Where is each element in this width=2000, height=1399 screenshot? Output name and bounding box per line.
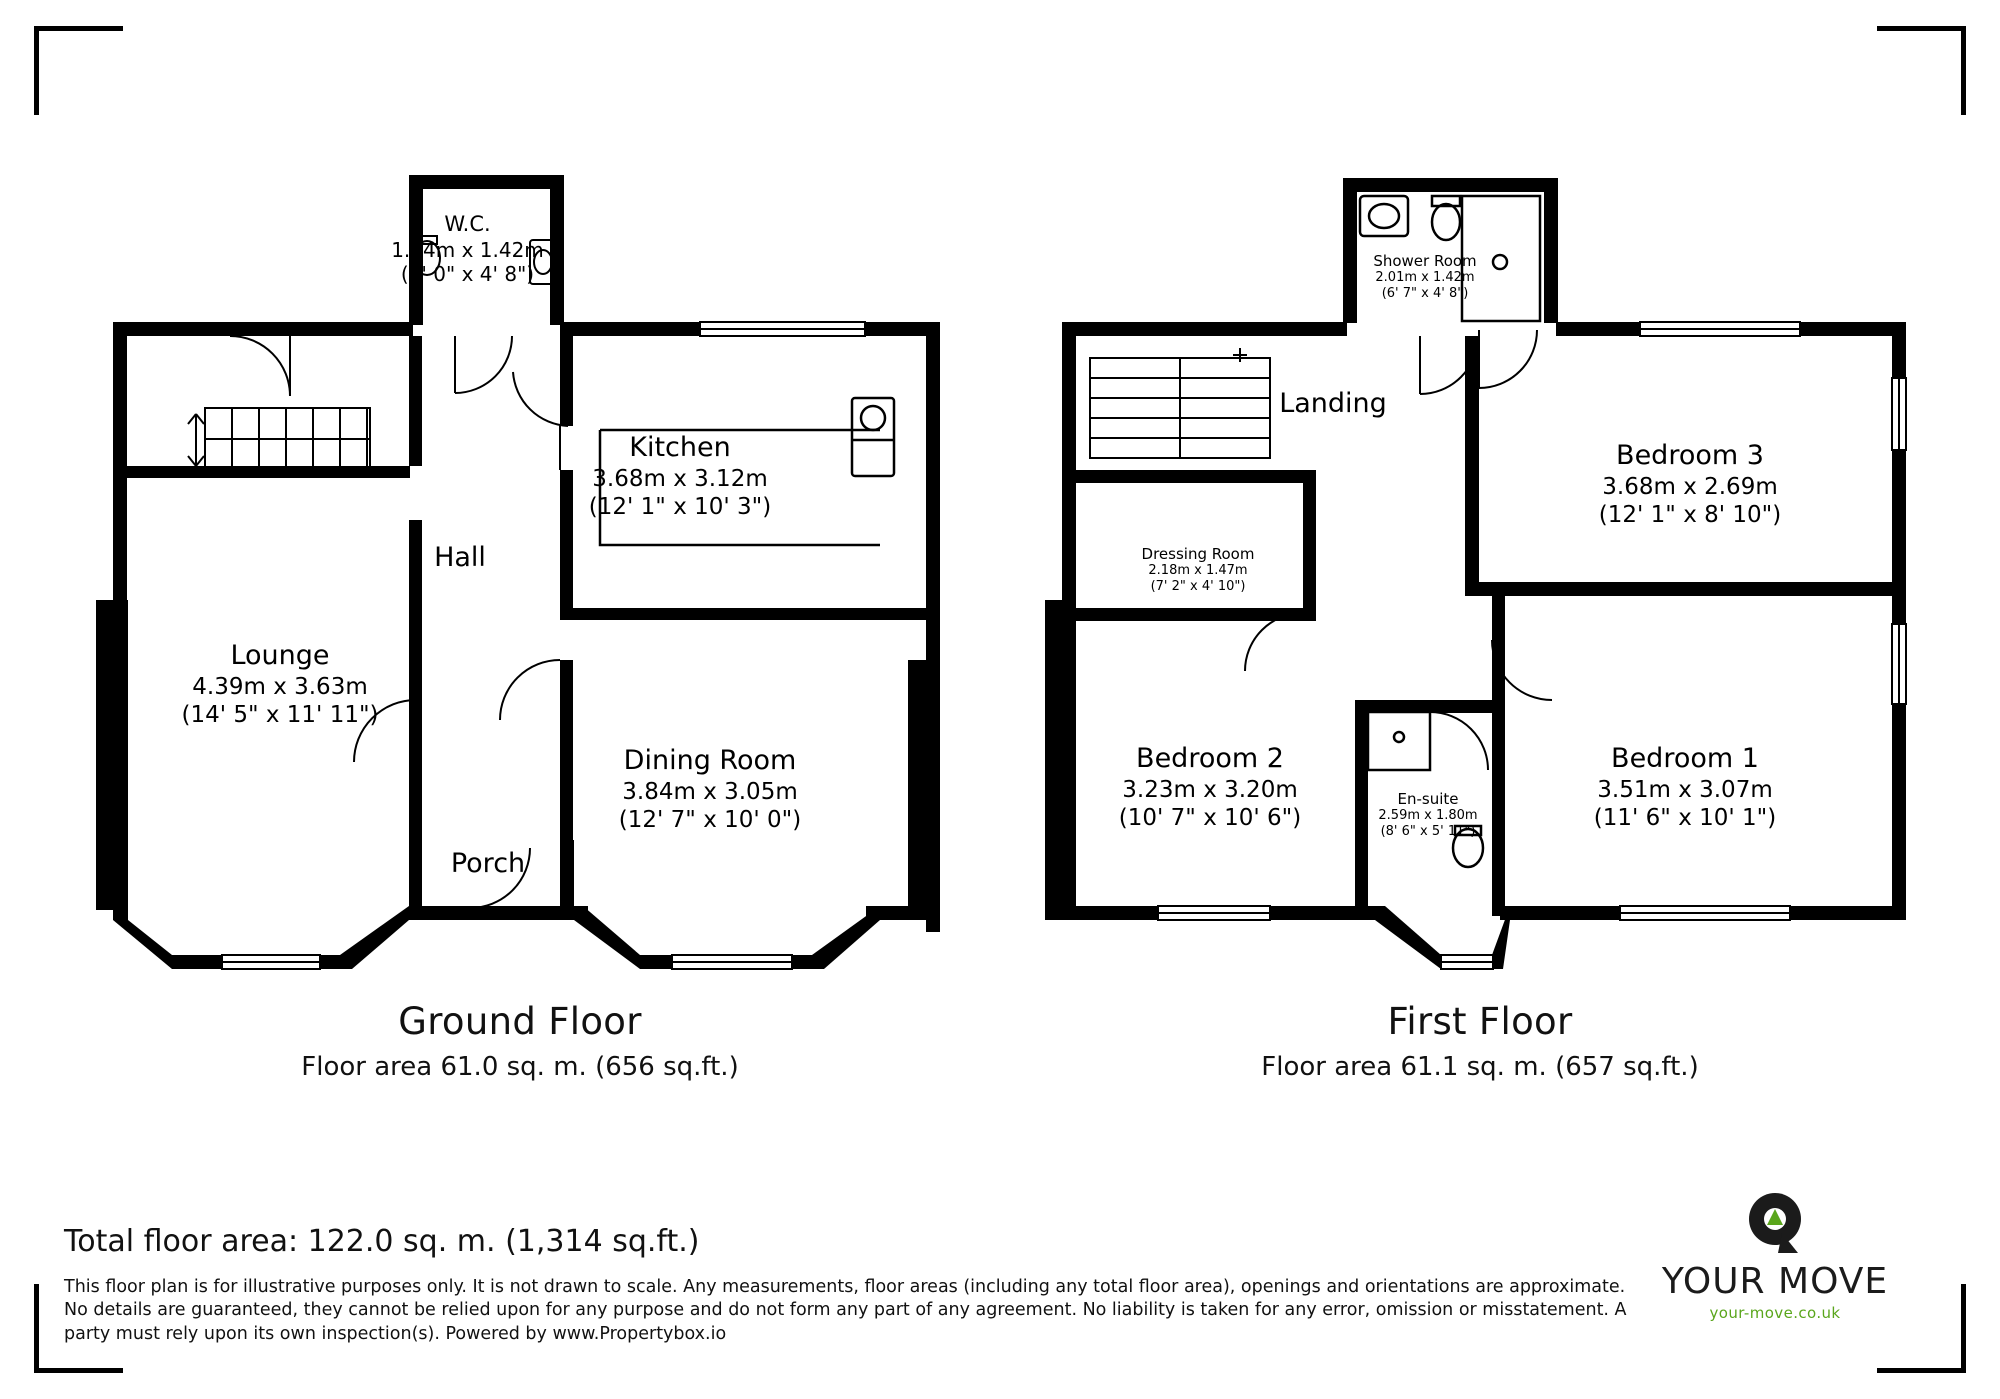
room-label-bedroom-2: Bedroom 2 3.23m x 3.20m (10' 7" x 10' 6") (1118, 743, 1302, 831)
room-label-kitchen: Kitchen 3.68m x 3.12m (12' 1" x 10' 3") (588, 432, 772, 520)
room-label-porch: Porch (450, 848, 526, 879)
room-label-bedroom-3: Bedroom 3 3.68m x 2.69m (12' 1" x 8' 10") (1598, 440, 1782, 528)
disclaimer-text: This floor plan is for illustrative purposes only. It is not drawn to scale. Any measurements, floor areas (including any total floor area), openings and orientations are approximate. No details are guaranteed, they cannot be relied upon for any purpose and do not form any part of any agreement. No liability is taken for any error, omission or misstatement. A party must rely upon its own inspection(s). Powered by www.Propertybox.io (64, 1277, 1627, 1344)
brand-name: YOUR MOVE (1661, 1261, 1889, 1302)
room-label-shower-room: Shower Room 2.01m x 1.42m (6' 7" x 4' 8") (1373, 252, 1477, 302)
total-floor-area: Total floor area: 122.0 sq. m. (1,314 sq.ft.) (64, 1224, 700, 1259)
room-label-en-suite: En-suite 2.59m x 1.80m (8' 6" x 5' 11") (1378, 790, 1478, 840)
room-label-dressing-room: Dressing Room 2.18m x 1.47m (7' 2" x 4' 10") (1141, 545, 1255, 595)
room-label-landing: Landing (1279, 388, 1387, 419)
room-label-wc: W.C. 1.54m x 1.42m (5' 0" x 4' 8") (391, 212, 544, 286)
room-label-lounge: Lounge 4.39m x 3.63m (14' 5" x 11' 11") (181, 640, 379, 728)
ground-floor-area: Floor area 61.0 sq. m. (656 sq.ft.) (301, 1052, 739, 1082)
room-label-hall: Hall (434, 542, 486, 573)
first-floor-area: Floor area 61.1 sq. m. (657 sq.ft.) (1261, 1052, 1699, 1082)
room-label-bedroom-1: Bedroom 1 3.51m x 3.07m (11' 6" x 10' 1") (1593, 743, 1777, 831)
room-label-dining-room: Dining Room 3.84m x 3.05m (12' 7" x 10' 0") (618, 745, 802, 833)
your-move-logo-icon (1738, 1185, 1812, 1259)
ground-floor-title: Ground Floor (398, 1000, 642, 1043)
brand-logo (1610, 1185, 1940, 1322)
first-floor-title: First Floor (1387, 1000, 1573, 1043)
brand-url: your-move.co.uk (1709, 1304, 1841, 1322)
